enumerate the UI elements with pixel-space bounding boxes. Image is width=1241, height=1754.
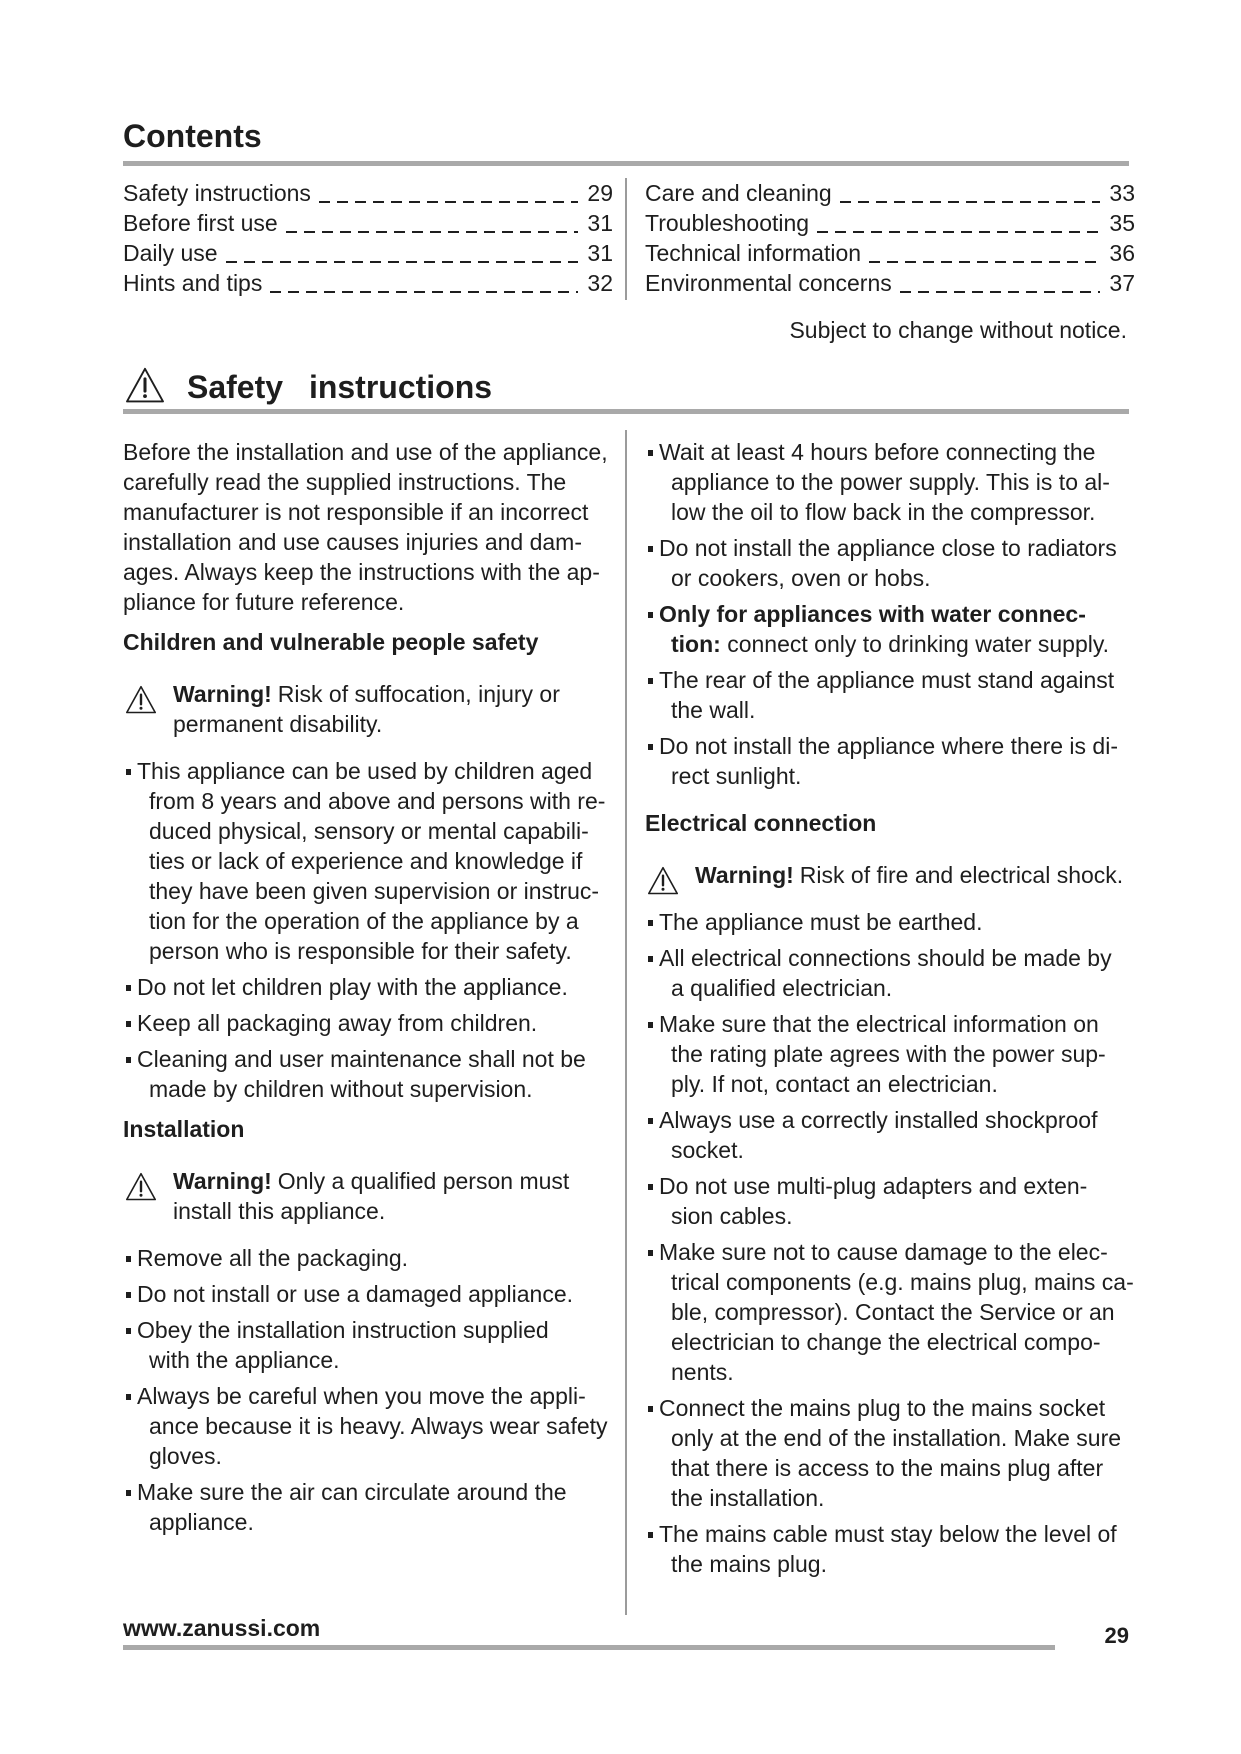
bullet-marker	[648, 1250, 653, 1256]
bullet-text-line: ance because it is heavy. Always wear safety	[149, 1413, 608, 1439]
contents-heading: Contents	[123, 118, 262, 154]
bullet-item	[123, 1243, 607, 1273]
bullet-marker	[648, 1022, 653, 1028]
bullet-text-line: Cleaning and user maintenance shall not be	[137, 1046, 586, 1072]
bullet-item	[645, 1393, 1129, 1513]
toc-leader	[319, 178, 578, 208]
bullet-text-line: a qualified electrician.	[671, 975, 893, 1001]
bullet-item	[645, 665, 1129, 725]
bullet-text-line: tion for the operation of the appliance by a	[149, 908, 579, 934]
bullet-marker	[648, 546, 653, 552]
bullet-text-line: from 8 years and above and persons with re-	[149, 788, 606, 814]
bullet-text-line: Do not use multi-plug adapters and exten-	[659, 1173, 1088, 1199]
bullet-text-line: Always use a correctly installed shockproof	[659, 1107, 1098, 1133]
bullet-text-line: This appliance can be used by children aged	[137, 758, 593, 784]
change-notice: Subject to change without notice.	[789, 317, 1127, 343]
toc-column-divider	[625, 178, 627, 300]
body-column-divider	[625, 430, 627, 1615]
warning-text-line	[173, 709, 607, 739]
bold-text: Only for appliances with water connec-	[659, 601, 1086, 627]
toc-entry	[645, 268, 1135, 298]
bullet-text-line: only at the end of the installation. Make sure	[671, 1425, 1122, 1451]
bullet-item	[123, 1008, 607, 1038]
toc-entry-page-number: 29	[587, 180, 613, 206]
toc-entry-label: Before first use	[123, 210, 278, 236]
toc-entry	[645, 208, 1135, 238]
page-number: 29	[1104, 1623, 1129, 1648]
warning-icon	[647, 865, 679, 896]
bullet-text-line: made by children without supervision.	[149, 1076, 533, 1102]
bullet-text-line: electrician to change the electrical compo-	[671, 1329, 1101, 1355]
toc-entry-page-number: 37	[1109, 270, 1135, 296]
text-line: Before the installation and use of the appliance,	[123, 439, 608, 465]
warning-text: Only a qualified person must	[277, 1168, 570, 1194]
bullet-marker	[126, 1021, 131, 1027]
bullet-item	[645, 731, 1129, 791]
bullet-text-line: sion cables.	[671, 1203, 793, 1229]
warning-icon	[125, 684, 157, 715]
toc-leader	[286, 208, 579, 238]
section-title-rule	[123, 409, 1129, 414]
bullet-text-line: Always be careful when you move the appli-	[137, 1383, 586, 1409]
warning-text-line	[173, 679, 607, 709]
bullet-text-line: appliance to the power supply. This is to al-	[671, 469, 1110, 495]
bullet-text-line: Remove all the packaging.	[137, 1245, 409, 1271]
bullet-text-line: Obey the installation instruction supplied	[137, 1317, 549, 1343]
section-subheading: Children and vulnerable people safety	[123, 629, 539, 655]
safety-right-column	[645, 437, 1134, 1579]
safety-left-column	[123, 437, 607, 1537]
bullet-text-line: trical components (e.g. mains plug, mains ca-	[671, 1269, 1134, 1295]
bullet-text-line: rect sunlight.	[671, 763, 802, 789]
bullet-marker	[126, 1394, 131, 1400]
bullet-marker	[126, 1292, 131, 1298]
toc-entry-label: Technical information	[645, 240, 862, 266]
bullet-text-line: All electrical connections should be made by	[659, 945, 1112, 971]
bullet-text-line: duced physical, sensory or mental capabili-	[149, 818, 589, 844]
bullet-text-line: Do not install the appliance close to radiators	[659, 535, 1117, 561]
toc-entry	[123, 268, 613, 298]
toc-right-column	[645, 178, 1135, 298]
bullet-text-line: Keep all packaging away from children.	[137, 1010, 538, 1036]
warning-icon	[125, 1171, 157, 1202]
toc-leader	[226, 238, 579, 268]
bullet-text-line: Make sure not to cause damage to the elec-	[659, 1239, 1108, 1265]
warning-text: install this appliance.	[173, 1198, 386, 1224]
bullet-item	[123, 972, 607, 1002]
bullet-marker	[648, 956, 653, 962]
toc-entry-page-number: 31	[587, 240, 613, 266]
bullet-item	[645, 1105, 1129, 1165]
bullet-text-line: ties or lack of experience and knowledge if	[149, 848, 583, 874]
text-line: carefully read the supplied instructions. The	[123, 469, 567, 495]
bullet-text-line: low the oil to flow back in the compressor.	[671, 499, 1096, 525]
bullet-text-line: Do not install the appliance where there is di-	[659, 733, 1118, 759]
toc-entry-page-number: 33	[1109, 180, 1135, 206]
bullet-item	[123, 1279, 607, 1309]
warning-label: Warning!	[173, 1168, 272, 1194]
bullet-text-line: the wall.	[671, 697, 756, 723]
text-line: pliance for future reference.	[123, 589, 405, 615]
toc-entry	[123, 178, 613, 208]
warning-text-line	[173, 1196, 607, 1226]
bullet-marker	[648, 612, 653, 618]
toc-leader	[270, 268, 578, 298]
bullet-item	[123, 1381, 607, 1471]
bullet-text-line: ply. If not, contact an electrician.	[671, 1071, 998, 1097]
text-line: ages. Always keep the instructions with the ap-	[123, 559, 600, 585]
bullet-text-line: or cookers, oven or hobs.	[671, 565, 931, 591]
bullet-text-line: The appliance must be earthed.	[659, 909, 983, 935]
toc-entry-label: Daily use	[123, 240, 218, 266]
toc-entry-label: Environmental concerns	[645, 270, 892, 296]
warning-label: Warning!	[173, 681, 272, 707]
section-subheading: Installation	[123, 1116, 245, 1142]
toc-leader	[900, 268, 1101, 298]
bullet-text-line: gloves.	[149, 1443, 222, 1469]
bullet-item	[645, 1519, 1129, 1579]
toc-entry-label: Troubleshooting	[645, 210, 810, 236]
toc-entry	[645, 178, 1135, 208]
bullet-text-line: appliance.	[149, 1509, 254, 1535]
text-line: manufacturer is not responsible if an incorrect	[123, 499, 589, 525]
warning-label: Warning!	[695, 862, 794, 888]
bullet-item	[645, 599, 1129, 659]
bullet-text-line: the mains plug.	[671, 1551, 827, 1577]
text-run: connect only to drinking water supply.	[720, 631, 1110, 657]
bullet-text-line: that there is access to the mains plug after	[671, 1455, 1104, 1481]
bullet-text-line: Make sure that the electrical information on	[659, 1011, 1099, 1037]
bullet-text-line: socket.	[671, 1137, 744, 1163]
bullet-text-line	[645, 599, 1129, 629]
toc-entry-page-number: 31	[587, 210, 613, 236]
toc-entry-page-number: 35	[1109, 210, 1135, 236]
warning-text: Risk of suffocation, injury or	[277, 681, 560, 707]
toc-leader	[840, 178, 1101, 208]
warning-notice	[645, 860, 1129, 890]
bold-text: tion:	[671, 631, 721, 657]
bullet-text-line: The rear of the appliance must stand against	[659, 667, 1115, 693]
bullet-item	[645, 437, 1129, 527]
warning-text: Risk of fire and electrical shock.	[799, 862, 1124, 888]
warning-text: permanent disability.	[173, 711, 383, 737]
bullet-item	[123, 1315, 607, 1375]
bullet-marker	[648, 1532, 653, 1538]
bullet-text-line: Do not install or use a damaged appliance.	[137, 1281, 574, 1307]
bullet-text-line: the installation.	[671, 1485, 825, 1511]
text-line: installation and use causes injuries and dam-	[123, 529, 582, 555]
paragraph	[123, 437, 607, 617]
warning-notice	[123, 679, 607, 739]
section-subheading: Electrical connection	[645, 810, 877, 836]
bullet-item	[645, 1009, 1129, 1099]
bullet-item	[123, 1044, 607, 1104]
bullet-text-line: ble, compressor). Contact the Service or an	[671, 1299, 1115, 1325]
toc-entry-page-number: 32	[587, 270, 613, 296]
bullet-item	[645, 943, 1129, 1003]
bullet-marker	[648, 450, 653, 456]
bullet-marker	[648, 1118, 653, 1124]
toc-leader	[869, 238, 1100, 268]
bullet-marker	[126, 1256, 131, 1262]
bullet-marker	[648, 1406, 653, 1412]
warning-text-line	[695, 860, 1129, 890]
section-title: Safety instructions	[187, 369, 493, 405]
toc-entry-page-number: 36	[1109, 240, 1135, 266]
bullet-marker	[126, 1057, 131, 1063]
bullet-text-line	[645, 629, 1129, 659]
bullet-text-line: they have been given supervision or instruc-	[149, 878, 600, 904]
bullet-marker	[126, 1328, 131, 1334]
bullet-marker	[126, 1490, 131, 1496]
warning-notice	[123, 1166, 607, 1226]
bullet-text-line: Wait at least 4 hours before connecting the	[659, 439, 1096, 465]
bullet-item	[645, 533, 1129, 593]
warning-triangle-icon	[124, 366, 166, 404]
toc-leader	[817, 208, 1100, 238]
toc-entry	[123, 208, 613, 238]
toc-left-column	[123, 178, 613, 298]
footer-rule	[123, 1645, 1055, 1650]
toc-entry-label: Safety instructions	[123, 180, 311, 206]
bullet-marker	[648, 744, 653, 750]
bullet-marker	[648, 678, 653, 684]
toc-entry-label: Hints and tips	[123, 270, 263, 296]
bullet-text-line: Connect the mains plug to the mains socket	[659, 1395, 1106, 1421]
bullet-marker	[648, 920, 653, 926]
bullet-marker	[126, 769, 131, 775]
bullet-item	[645, 1171, 1129, 1231]
bullet-item	[645, 907, 1129, 937]
contents-heading-rule	[123, 161, 1129, 166]
bullet-text-line: The mains cable must stay below the level of	[659, 1521, 1117, 1547]
bullet-text-line: Do not let children play with the appliance.	[137, 974, 568, 1000]
bullet-text-line: the rating plate agrees with the power sup-	[671, 1041, 1106, 1067]
bullet-text-line: nents.	[671, 1359, 734, 1385]
bullet-text-line: with the appliance.	[149, 1347, 340, 1373]
bullet-marker	[126, 985, 131, 991]
toc-entry	[645, 238, 1135, 268]
footer-website: www.zanussi.com	[123, 1615, 321, 1641]
bullet-item	[123, 1477, 607, 1537]
bullet-text-line: Make sure the air can circulate around the	[137, 1479, 567, 1505]
bullet-marker	[648, 1184, 653, 1190]
warning-text-line	[173, 1166, 607, 1196]
bullet-item	[645, 1237, 1134, 1387]
toc-entry-label: Care and cleaning	[645, 180, 832, 206]
bullet-item	[123, 756, 607, 966]
toc-entry	[123, 238, 613, 268]
bullet-text-line: person who is responsible for their safety.	[149, 938, 572, 964]
